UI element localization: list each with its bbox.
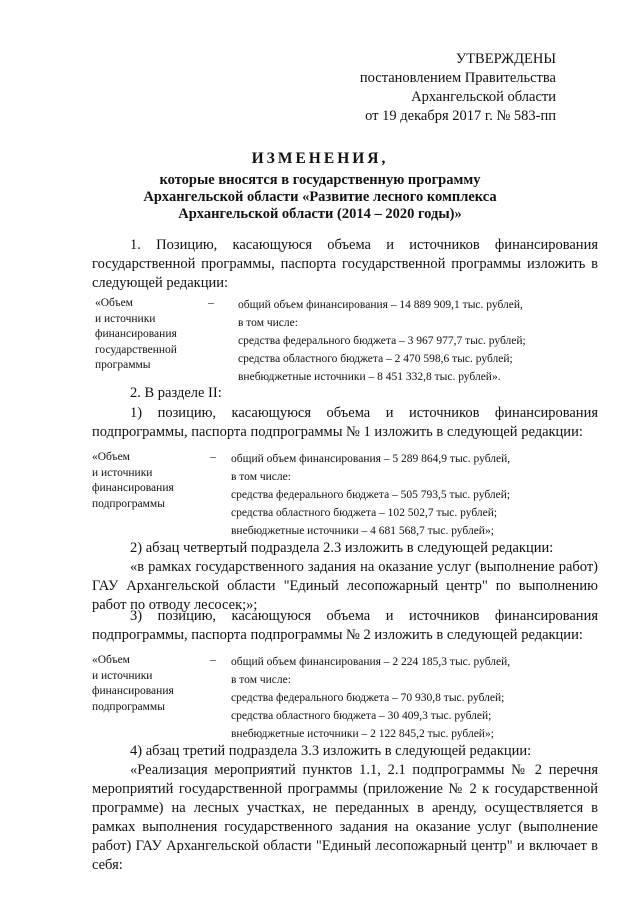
funding-label-line: «Объем bbox=[92, 451, 130, 463]
document-subtitle: Архангельской области «Развитие лесного комплекса bbox=[143, 189, 497, 205]
approval-title: УТВЕРЖДЕНЫ bbox=[455, 51, 556, 67]
funding-value-line: внебюджетные источники – 8 451 332,8 тыс. рублей». bbox=[238, 371, 501, 383]
funding-value-line: общий объем финансирования – 2 224 185,3 тыс. рублей, bbox=[231, 656, 511, 668]
funding-label-line: и источники bbox=[92, 669, 153, 682]
funding-label-line: финансирования bbox=[92, 482, 174, 494]
paragraph: 2) абзац четвертый подраздела 2.3 изложить в следующей редакции: bbox=[130, 540, 554, 556]
approval-line: постановлением Правительства bbox=[359, 70, 556, 86]
funding-label-line: подпрограммы bbox=[92, 700, 165, 713]
paragraph: 2. В разделе II: bbox=[130, 385, 222, 401]
document-subtitle: которые вносятся в государственную программу bbox=[159, 172, 481, 188]
paragraph: 1. Позицию, касающуюся объема и источников финансирования государственной программы, паспорта государственной программы изложить в следующей редакции: bbox=[92, 237, 598, 291]
funding-label-line: и источники bbox=[92, 466, 153, 479]
funding-label-line: программы bbox=[95, 359, 151, 371]
funding-value-line: средства областного бюджета – 102 502,7 тыс. рублей; bbox=[231, 507, 498, 519]
approval-line: от 19 декабря 2017 г. № 583-пп bbox=[365, 108, 556, 124]
paragraph: «в рамках государственного задания на оказание услуг (выполнение работ) ГАУ Архангельской области "Единый лесопожарный центр" по выполнению работ по отводу лесосек;»; bbox=[92, 559, 598, 613]
funding-value-line: общий объем финансирования – 14 889 909,1 тыс. рублей, bbox=[238, 299, 523, 311]
paragraph: 3) позицию, касающуюся объема и источников финансирования подпрограммы, паспорта подпрограммы № 2 изложить в следующей редакции: bbox=[92, 608, 598, 643]
dash: – bbox=[210, 654, 216, 666]
funding-value-line: средства федерального бюджета – 3 967 977,7 тыс. рублей; bbox=[238, 335, 526, 347]
funding-value-line: общий объем финансирования – 5 289 864,9 тыс. рублей, bbox=[231, 453, 511, 465]
paragraph: «Реализация мероприятий пунктов 1.1, 2.1 подпрограммы № 2 перечня мероприятий государственной программы (приложение № 2 к государственной программе) на лесных участках, не переданных в аренду, осуществляется в рамках выполнения государственного задания на оказание услуг (выполнение работ) ГАУ Архангельской области "Единый лесопожарный центр" и включает в себя: bbox=[92, 762, 598, 873]
funding-label bbox=[92, 450, 174, 512]
funding-label-line: государственной bbox=[95, 343, 177, 356]
funding-label bbox=[92, 653, 174, 715]
funding-value-line: в том числе: bbox=[231, 471, 291, 483]
paragraph: 4) абзац третий подраздела 3.3 изложить в следующей редакции: bbox=[130, 743, 532, 759]
funding-value-line: в том числе: bbox=[231, 674, 291, 686]
document-title: ИЗМЕНЕНИЯ, bbox=[251, 150, 389, 167]
funding-values bbox=[238, 296, 526, 386]
dash: – bbox=[208, 297, 214, 309]
funding-value-line: средства федерального бюджета – 70 930,8 тыс. рублей; bbox=[231, 692, 505, 704]
funding-value-line: средства федерального бюджета – 505 793,5 тыс. рублей; bbox=[231, 489, 511, 501]
document-subtitle: Архангельской области (2014 – 2020 годы)» bbox=[178, 206, 462, 222]
paragraph: 1) позицию, касающуюся объема и источников финансирования подпрограммы, паспорта подпрограммы № 1 изложить в следующей редакции: bbox=[92, 405, 598, 440]
funding-label-line: «Объем bbox=[92, 654, 130, 666]
funding-values bbox=[231, 450, 510, 540]
dash: – bbox=[210, 451, 216, 463]
funding-label-line: и источники bbox=[95, 312, 156, 325]
funding-label-line: «Объем bbox=[95, 297, 133, 309]
funding-value-line: внебюджетные источники – 2 122 845,2 тыс. рублей»; bbox=[231, 728, 494, 740]
funding-values bbox=[231, 653, 510, 743]
funding-label-line: подпрограммы bbox=[92, 497, 165, 510]
approval-line: Архангельской области bbox=[411, 89, 556, 105]
funding-label-line: финансирования bbox=[95, 328, 177, 340]
funding-label bbox=[95, 296, 177, 374]
funding-value-line: средства областного бюджета – 2 470 598,6 тыс. рублей; bbox=[238, 353, 513, 365]
funding-value-line: внебюджетные источники – 4 681 568,7 тыс. рублей»; bbox=[231, 525, 494, 537]
funding-label-line: финансирования bbox=[92, 685, 174, 697]
funding-value-line: в том числе: bbox=[238, 317, 298, 329]
approval-stamp bbox=[360, 50, 556, 126]
funding-value-line: средства областного бюджета – 30 409,3 тыс. рублей; bbox=[231, 710, 492, 722]
